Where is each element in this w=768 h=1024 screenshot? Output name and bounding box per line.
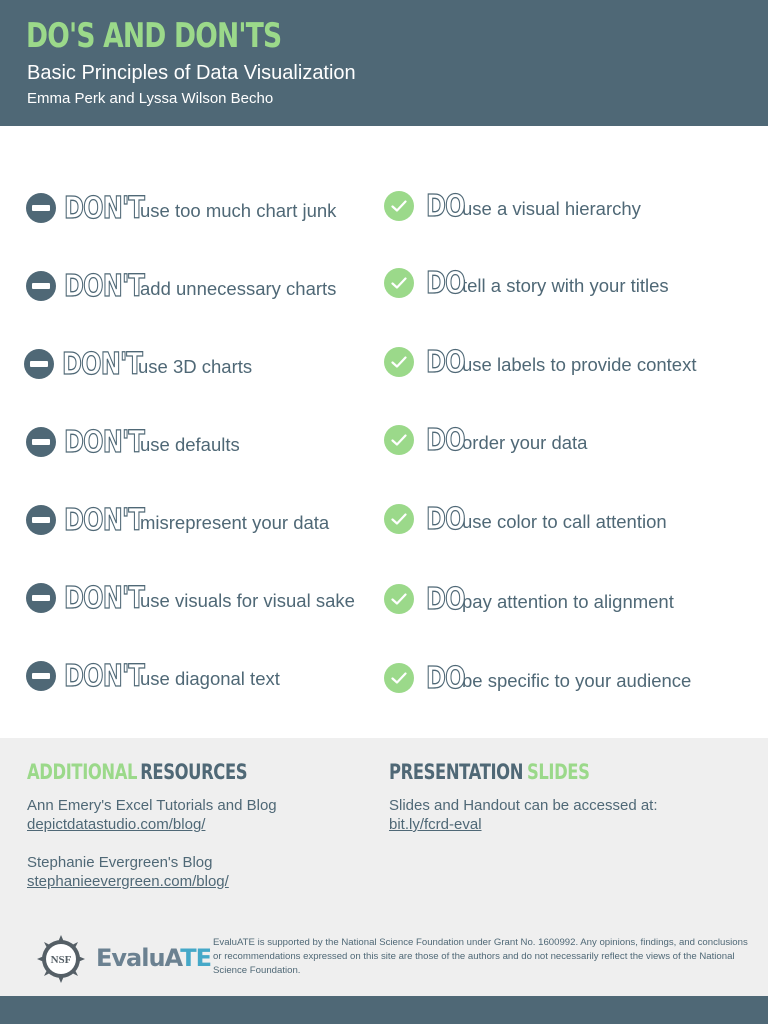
do-item (384, 342, 696, 382)
page-title: DO'S AND DON'TS (26, 16, 282, 56)
do-item (384, 499, 667, 539)
minus-circle-icon (26, 505, 56, 535)
heading-main: PRESENTATION (389, 760, 524, 784)
dont-keyword: DON'T (64, 424, 145, 460)
dont-item (26, 500, 329, 540)
check-circle-icon (384, 268, 414, 298)
minus-circle-icon (26, 193, 56, 223)
presentation-slides-heading (389, 760, 590, 784)
do-text: order your data (462, 432, 588, 453)
do-keyword: DO (426, 344, 465, 380)
dont-text: add unnecessary charts (140, 278, 337, 299)
resource-label: Ann Emery's Excel Tutorials and Blog (27, 797, 277, 814)
funding-disclaimer: EvaluATE is supported by the National Science Foundation under Grant No. 1600992. Any opinions, findings, and conclusions or recommendations expressed on this site are those of the authors and do not necessarily reflect the views of the National Science Foundation. (213, 937, 748, 976)
do-item (384, 579, 674, 619)
authors: Emma Perk and Lyssa Wilson Becho (27, 90, 274, 107)
minus-circle-icon (26, 271, 56, 301)
do-keyword: DO (426, 422, 465, 458)
do-item (384, 263, 669, 303)
evaluate-logo-text: EvaluA (96, 944, 181, 972)
resource-link[interactable]: depictdatastudio.com/blog/ (27, 816, 206, 833)
dont-text: use visuals for visual sake (140, 590, 355, 611)
do-keyword: DO (426, 188, 465, 224)
minus-circle-icon (24, 349, 54, 379)
check-circle-icon (384, 504, 414, 534)
slides-link[interactable]: bit.ly/fcrd-eval (389, 816, 482, 833)
dont-keyword: DON'T (64, 502, 145, 538)
dont-keyword: DON'T (64, 658, 145, 694)
page-subtitle: Basic Principles of Data Visualization (27, 62, 356, 84)
dont-keyword: DON'T (64, 268, 145, 304)
heading-accent: ADDITIONAL (27, 760, 138, 784)
dont-keyword: DON'T (64, 580, 145, 616)
dont-text: use diagonal text (140, 668, 280, 689)
do-keyword: DO (426, 660, 465, 696)
resources-panel (0, 738, 768, 996)
do-item (384, 420, 587, 460)
do-text: be specific to your audience (462, 670, 692, 691)
minus-circle-icon (26, 427, 56, 457)
dont-text: use too much chart junk (140, 200, 337, 221)
do-keyword: DO (426, 265, 465, 301)
dont-text: use 3D charts (138, 356, 253, 377)
check-circle-icon (384, 425, 414, 455)
header-banner (0, 0, 768, 126)
bottom-bar (0, 996, 768, 1024)
heading-accent: SLIDES (526, 760, 590, 784)
heading-main: RESOURCES (140, 760, 248, 784)
minus-circle-icon (26, 583, 56, 613)
dont-text: use defaults (140, 434, 240, 455)
slides-label: Slides and Handout can be accessed at: (389, 797, 658, 814)
dont-keyword: DON'T (64, 190, 145, 226)
do-keyword: DO (426, 581, 465, 617)
dont-text: misrepresent your data (140, 512, 330, 533)
do-keyword: DO (426, 501, 465, 537)
do-text: use labels to provide context (462, 354, 697, 375)
dont-item (26, 656, 280, 696)
minus-circle-icon (26, 661, 56, 691)
do-text: use color to call attention (462, 511, 667, 532)
resource-link[interactable]: stephanieevergreen.com/blog/ (27, 873, 229, 890)
dont-item (26, 578, 355, 618)
do-text: use a visual hierarchy (462, 198, 641, 219)
evaluate-logo-accent: TE (180, 944, 212, 972)
svg-text:NSF: NSF (50, 954, 72, 966)
dont-item (26, 422, 240, 462)
check-circle-icon (384, 191, 414, 221)
do-text: tell a story with your titles (462, 275, 669, 296)
resource-label: Stephanie Evergreen's Blog (27, 854, 213, 871)
do-text: pay attention to alignment (462, 591, 674, 612)
evaluate-logo (96, 944, 211, 972)
do-item (384, 658, 691, 698)
check-circle-icon (384, 584, 414, 614)
dont-item (26, 188, 336, 228)
check-circle-icon (384, 663, 414, 693)
dont-item (26, 266, 336, 306)
nsf-logo (36, 934, 86, 984)
dont-item (24, 344, 252, 384)
check-circle-icon (384, 347, 414, 377)
do-item (384, 186, 641, 226)
additional-resources-heading (27, 760, 247, 784)
dont-keyword: DON'T (62, 346, 143, 382)
